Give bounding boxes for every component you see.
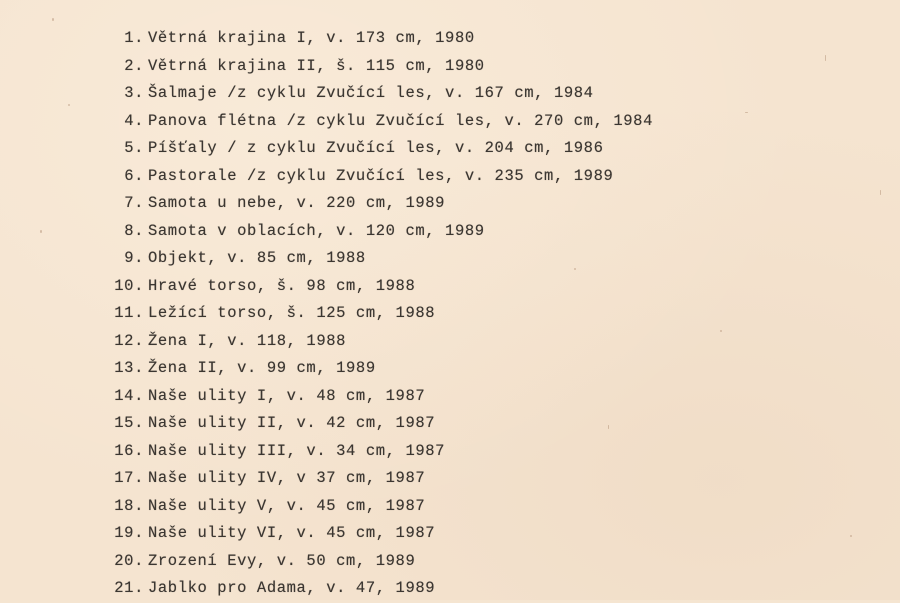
item-number: 9. [124, 249, 144, 267]
item-number: 20. [114, 551, 144, 570]
item-number: 18. [114, 496, 144, 515]
item-text: Naše ulity III, v. 34 cm, 1987 [148, 441, 446, 460]
list-item [100, 53, 653, 81]
item-number: 5. [124, 139, 144, 157]
item-number: 21. [114, 579, 144, 597]
list-item [100, 245, 653, 273]
list-item [100, 465, 653, 493]
list-item [100, 548, 653, 576]
item-text: Žena II, v. 99 cm, 1989 [148, 359, 376, 377]
item-number: 1. [124, 29, 144, 47]
list-item [100, 438, 653, 466]
item-number: 8. [124, 221, 144, 240]
paper-fleck [68, 104, 70, 106]
item-number: 16. [114, 441, 144, 460]
paper-fleck [745, 112, 748, 113]
item-text: Objekt, v. 85 cm, 1988 [148, 249, 366, 267]
item-text: Hravé torso, š. 98 cm, 1988 [148, 276, 416, 295]
paper-fleck [52, 18, 54, 21]
item-text: Samota u nebe, v. 220 cm, 1989 [148, 194, 446, 212]
paper-fleck [880, 190, 881, 195]
item-number: 4. [124, 111, 144, 130]
item-text: Žena I, v. 118, 1988 [148, 331, 347, 350]
item-text: Naše ulity IV, v 37 cm, 1987 [148, 469, 426, 487]
list-item [100, 410, 653, 438]
item-text: Jablko pro Adama, v. 47, 1989 [148, 579, 436, 597]
list-item [100, 493, 653, 521]
item-number: 6. [124, 166, 144, 185]
paper-fleck [720, 330, 722, 332]
item-number: 3. [124, 84, 144, 102]
item-number: 7. [124, 194, 144, 212]
item-number: 10. [114, 276, 144, 295]
list-item [100, 300, 653, 328]
list-item [100, 163, 653, 191]
item-text: Větrná krajina I, v. 173 cm, 1980 [148, 29, 475, 47]
item-number: 19. [114, 524, 144, 542]
item-number: 13. [114, 359, 144, 377]
list-item [100, 190, 653, 218]
list-item [100, 80, 653, 108]
paper-fleck [40, 230, 42, 233]
list-item [100, 355, 653, 383]
list-item [100, 273, 653, 301]
item-number: 12. [114, 331, 144, 350]
item-text: Ležící torso, š. 125 cm, 1988 [148, 304, 436, 322]
item-text: Pastorale /z cyklu Zvučící les, v. 235 cm, 1989 [148, 166, 614, 185]
item-text: Naše ulity VI, v. 45 cm, 1987 [148, 524, 436, 542]
paper-fleck [850, 535, 852, 537]
list-item [100, 135, 653, 163]
item-text: Zrození Evy, v. 50 cm, 1989 [148, 551, 416, 570]
item-text: Naše ulity I, v. 48 cm, 1987 [148, 386, 426, 405]
item-number: 11. [114, 304, 144, 322]
list-item [100, 108, 653, 136]
item-text: Píšťaly / z cyklu Zvučící les, v. 204 cm, 1986 [148, 139, 604, 157]
item-number: 15. [114, 414, 144, 432]
item-text: Šalmaje /z cyklu Zvučící les, v. 167 cm, 1984 [148, 84, 594, 102]
item-text: Panova flétna /z cyklu Zvučící les, v. 270 cm, 1984 [148, 111, 653, 130]
artwork-list [100, 25, 653, 603]
list-item [100, 218, 653, 246]
list-item [100, 383, 653, 411]
item-text: Naše ulity V, v. 45 cm, 1987 [148, 496, 426, 515]
item-number: 17. [114, 469, 144, 487]
item-number: 14. [114, 386, 144, 405]
list-item [100, 25, 653, 53]
list-item [100, 328, 653, 356]
item-text: Naše ulity II, v. 42 cm, 1987 [148, 414, 436, 432]
list-item [100, 520, 653, 548]
list-item [100, 575, 653, 603]
item-text: Větrná krajina II, š. 115 cm, 1980 [148, 56, 485, 75]
paper-fleck [825, 55, 826, 61]
item-number: 2. [124, 56, 144, 75]
item-text: Samota v oblacích, v. 120 cm, 1989 [148, 221, 485, 240]
